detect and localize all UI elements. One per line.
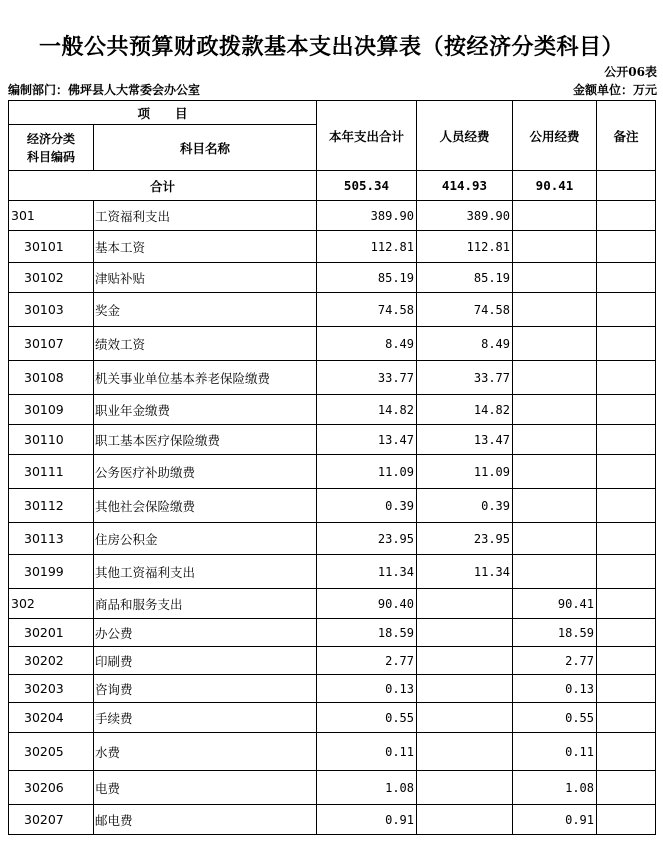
row-total: 112.81: [317, 231, 417, 263]
row-code: 302: [9, 589, 94, 619]
table-row: [9, 455, 656, 489]
header-total: 本年支出合计: [317, 101, 417, 171]
row-name: 工资福利支出: [94, 201, 317, 231]
row-personnel: [417, 619, 513, 647]
row-public: 0.11: [513, 733, 597, 771]
row-public: 1.08: [513, 771, 597, 805]
row-total: 13.47: [317, 425, 417, 455]
table-row: [9, 361, 656, 395]
row-remark: [597, 555, 656, 589]
total-row: [9, 171, 656, 201]
row-code: 30203: [9, 675, 94, 703]
row-name: 邮电费: [94, 805, 317, 835]
row-name: 水费: [94, 733, 317, 771]
row-remark: [597, 293, 656, 327]
row-public: 18.59: [513, 619, 597, 647]
row-public: 90.41: [513, 589, 597, 619]
row-code: 30205: [9, 733, 94, 771]
row-personnel: [417, 771, 513, 805]
row-name: 津贴补贴: [94, 263, 317, 293]
row-code: 30207: [9, 805, 94, 835]
row-code: 30204: [9, 703, 94, 733]
row-remark: [597, 771, 656, 805]
row-public: [513, 231, 597, 263]
row-name: 手续费: [94, 703, 317, 733]
row-public: [513, 395, 597, 425]
row-personnel: 112.81: [417, 231, 513, 263]
row-total: 0.39: [317, 489, 417, 523]
row-personnel: 11.34: [417, 555, 513, 589]
header-name: 科目名称: [94, 125, 317, 171]
row-code: 30101: [9, 231, 94, 263]
row-public: [513, 555, 597, 589]
row-remark: [597, 703, 656, 733]
row-remark: [597, 619, 656, 647]
row-total: 0.13: [317, 675, 417, 703]
row-public: [513, 201, 597, 231]
page-title: 一般公共预算财政拨款基本支出决算表（按经济分类科目）: [38, 34, 624, 60]
row-total: 74.58: [317, 293, 417, 327]
row-name: 其他社会保险缴费: [94, 489, 317, 523]
total-remark: [597, 171, 656, 201]
header-public: 公用经费: [513, 101, 597, 171]
row-total: 2.77: [317, 647, 417, 675]
row-remark: [597, 489, 656, 523]
row-code: 30110: [9, 425, 94, 455]
row-personnel: 33.77: [417, 361, 513, 395]
row-personnel: 23.95: [417, 523, 513, 555]
row-remark: [597, 589, 656, 619]
row-name: 基本工资: [94, 231, 317, 263]
row-personnel: 74.58: [417, 293, 513, 327]
header-personnel: 人员经费: [417, 101, 513, 171]
row-remark: [597, 395, 656, 425]
row-remark: [597, 327, 656, 361]
row-name: 绩效工资: [94, 327, 317, 361]
row-public: 2.77: [513, 647, 597, 675]
expenditure-table: [8, 100, 656, 835]
table-row: [9, 805, 656, 835]
department-label: 编制部门：佛坪县人大常委会办公室: [8, 83, 201, 97]
form-number: 公开06表: [604, 65, 657, 79]
table-row: [9, 489, 656, 523]
row-public: [513, 455, 597, 489]
header-item: 项 目: [9, 101, 317, 125]
table-row: [9, 327, 656, 361]
row-remark: [597, 523, 656, 555]
row-total: 90.40: [317, 589, 417, 619]
header-remark: 备注: [597, 101, 656, 171]
row-total: 0.91: [317, 805, 417, 835]
row-public: [513, 489, 597, 523]
total-public: 90.41: [513, 171, 597, 201]
row-public: [513, 293, 597, 327]
table-row: [9, 201, 656, 231]
row-personnel: 0.39: [417, 489, 513, 523]
row-name: 商品和服务支出: [94, 589, 317, 619]
row-remark: [597, 361, 656, 395]
row-total: 11.09: [317, 455, 417, 489]
row-total: 23.95: [317, 523, 417, 555]
table-row: [9, 263, 656, 293]
row-remark: [597, 455, 656, 489]
row-remark: [597, 675, 656, 703]
row-personnel: 11.09: [417, 455, 513, 489]
row-total: 11.34: [317, 555, 417, 589]
total-label: 合计: [9, 171, 317, 201]
row-remark: [597, 425, 656, 455]
row-remark: [597, 201, 656, 231]
row-remark: [597, 647, 656, 675]
row-personnel: 85.19: [417, 263, 513, 293]
unit-label: 金额单位：万元: [572, 83, 657, 97]
row-remark: [597, 733, 656, 771]
row-personnel: [417, 733, 513, 771]
total-amount: 505.34: [317, 171, 417, 201]
row-remark: [597, 231, 656, 263]
table-row: [9, 555, 656, 589]
row-public: 0.91: [513, 805, 597, 835]
row-remark: [597, 263, 656, 293]
row-public: 0.13: [513, 675, 597, 703]
row-total: 18.59: [317, 619, 417, 647]
row-personnel: 13.47: [417, 425, 513, 455]
row-code: 30111: [9, 455, 94, 489]
table-row: [9, 231, 656, 263]
row-public: [513, 361, 597, 395]
row-code: 30199: [9, 555, 94, 589]
row-name: 公务医疗补助缴费: [94, 455, 317, 489]
row-code: 30112: [9, 489, 94, 523]
row-name: 其他工资福利支出: [94, 555, 317, 589]
table-row: [9, 293, 656, 327]
row-total: 8.49: [317, 327, 417, 361]
row-code: 30113: [9, 523, 94, 555]
total-personnel: 414.93: [417, 171, 513, 201]
row-personnel: [417, 805, 513, 835]
row-name: 印刷费: [94, 647, 317, 675]
table-row: [9, 589, 656, 619]
row-name: 职工基本医疗保险缴费: [94, 425, 317, 455]
row-name: 机关事业单位基本养老保险缴费: [94, 361, 317, 395]
row-personnel: 8.49: [417, 327, 513, 361]
row-name: 办公费: [94, 619, 317, 647]
row-remark: [597, 805, 656, 835]
table-row: [9, 395, 656, 425]
row-code: 30107: [9, 327, 94, 361]
row-personnel: 389.90: [417, 201, 513, 231]
table-row: [9, 425, 656, 455]
row-code: 30206: [9, 771, 94, 805]
header-code: 经济分类 科目编码: [9, 125, 94, 171]
table-row: [9, 703, 656, 733]
row-name: 住房公积金: [94, 523, 317, 555]
row-code: 30103: [9, 293, 94, 327]
row-total: 85.19: [317, 263, 417, 293]
table-row: [9, 733, 656, 771]
row-personnel: [417, 647, 513, 675]
row-public: [513, 263, 597, 293]
row-code: 30201: [9, 619, 94, 647]
row-personnel: [417, 675, 513, 703]
row-code: 30108: [9, 361, 94, 395]
row-name: 职业年金缴费: [94, 395, 317, 425]
row-code: 30102: [9, 263, 94, 293]
row-public: 0.55: [513, 703, 597, 733]
row-total: 1.08: [317, 771, 417, 805]
row-public: [513, 327, 597, 361]
row-code: 30109: [9, 395, 94, 425]
row-public: [513, 523, 597, 555]
table-row: [9, 619, 656, 647]
row-name: 奖金: [94, 293, 317, 327]
row-total: 389.90: [317, 201, 417, 231]
table-row: [9, 523, 656, 555]
row-personnel: [417, 589, 513, 619]
row-total: 14.82: [317, 395, 417, 425]
row-public: [513, 425, 597, 455]
row-personnel: 14.82: [417, 395, 513, 425]
row-total: 0.55: [317, 703, 417, 733]
table-row: [9, 771, 656, 805]
row-total: 0.11: [317, 733, 417, 771]
row-total: 33.77: [317, 361, 417, 395]
row-name: 电费: [94, 771, 317, 805]
table-row: [9, 675, 656, 703]
row-personnel: [417, 703, 513, 733]
row-code: 301: [9, 201, 94, 231]
table-row: [9, 647, 656, 675]
row-code: 30202: [9, 647, 94, 675]
row-name: 咨询费: [94, 675, 317, 703]
